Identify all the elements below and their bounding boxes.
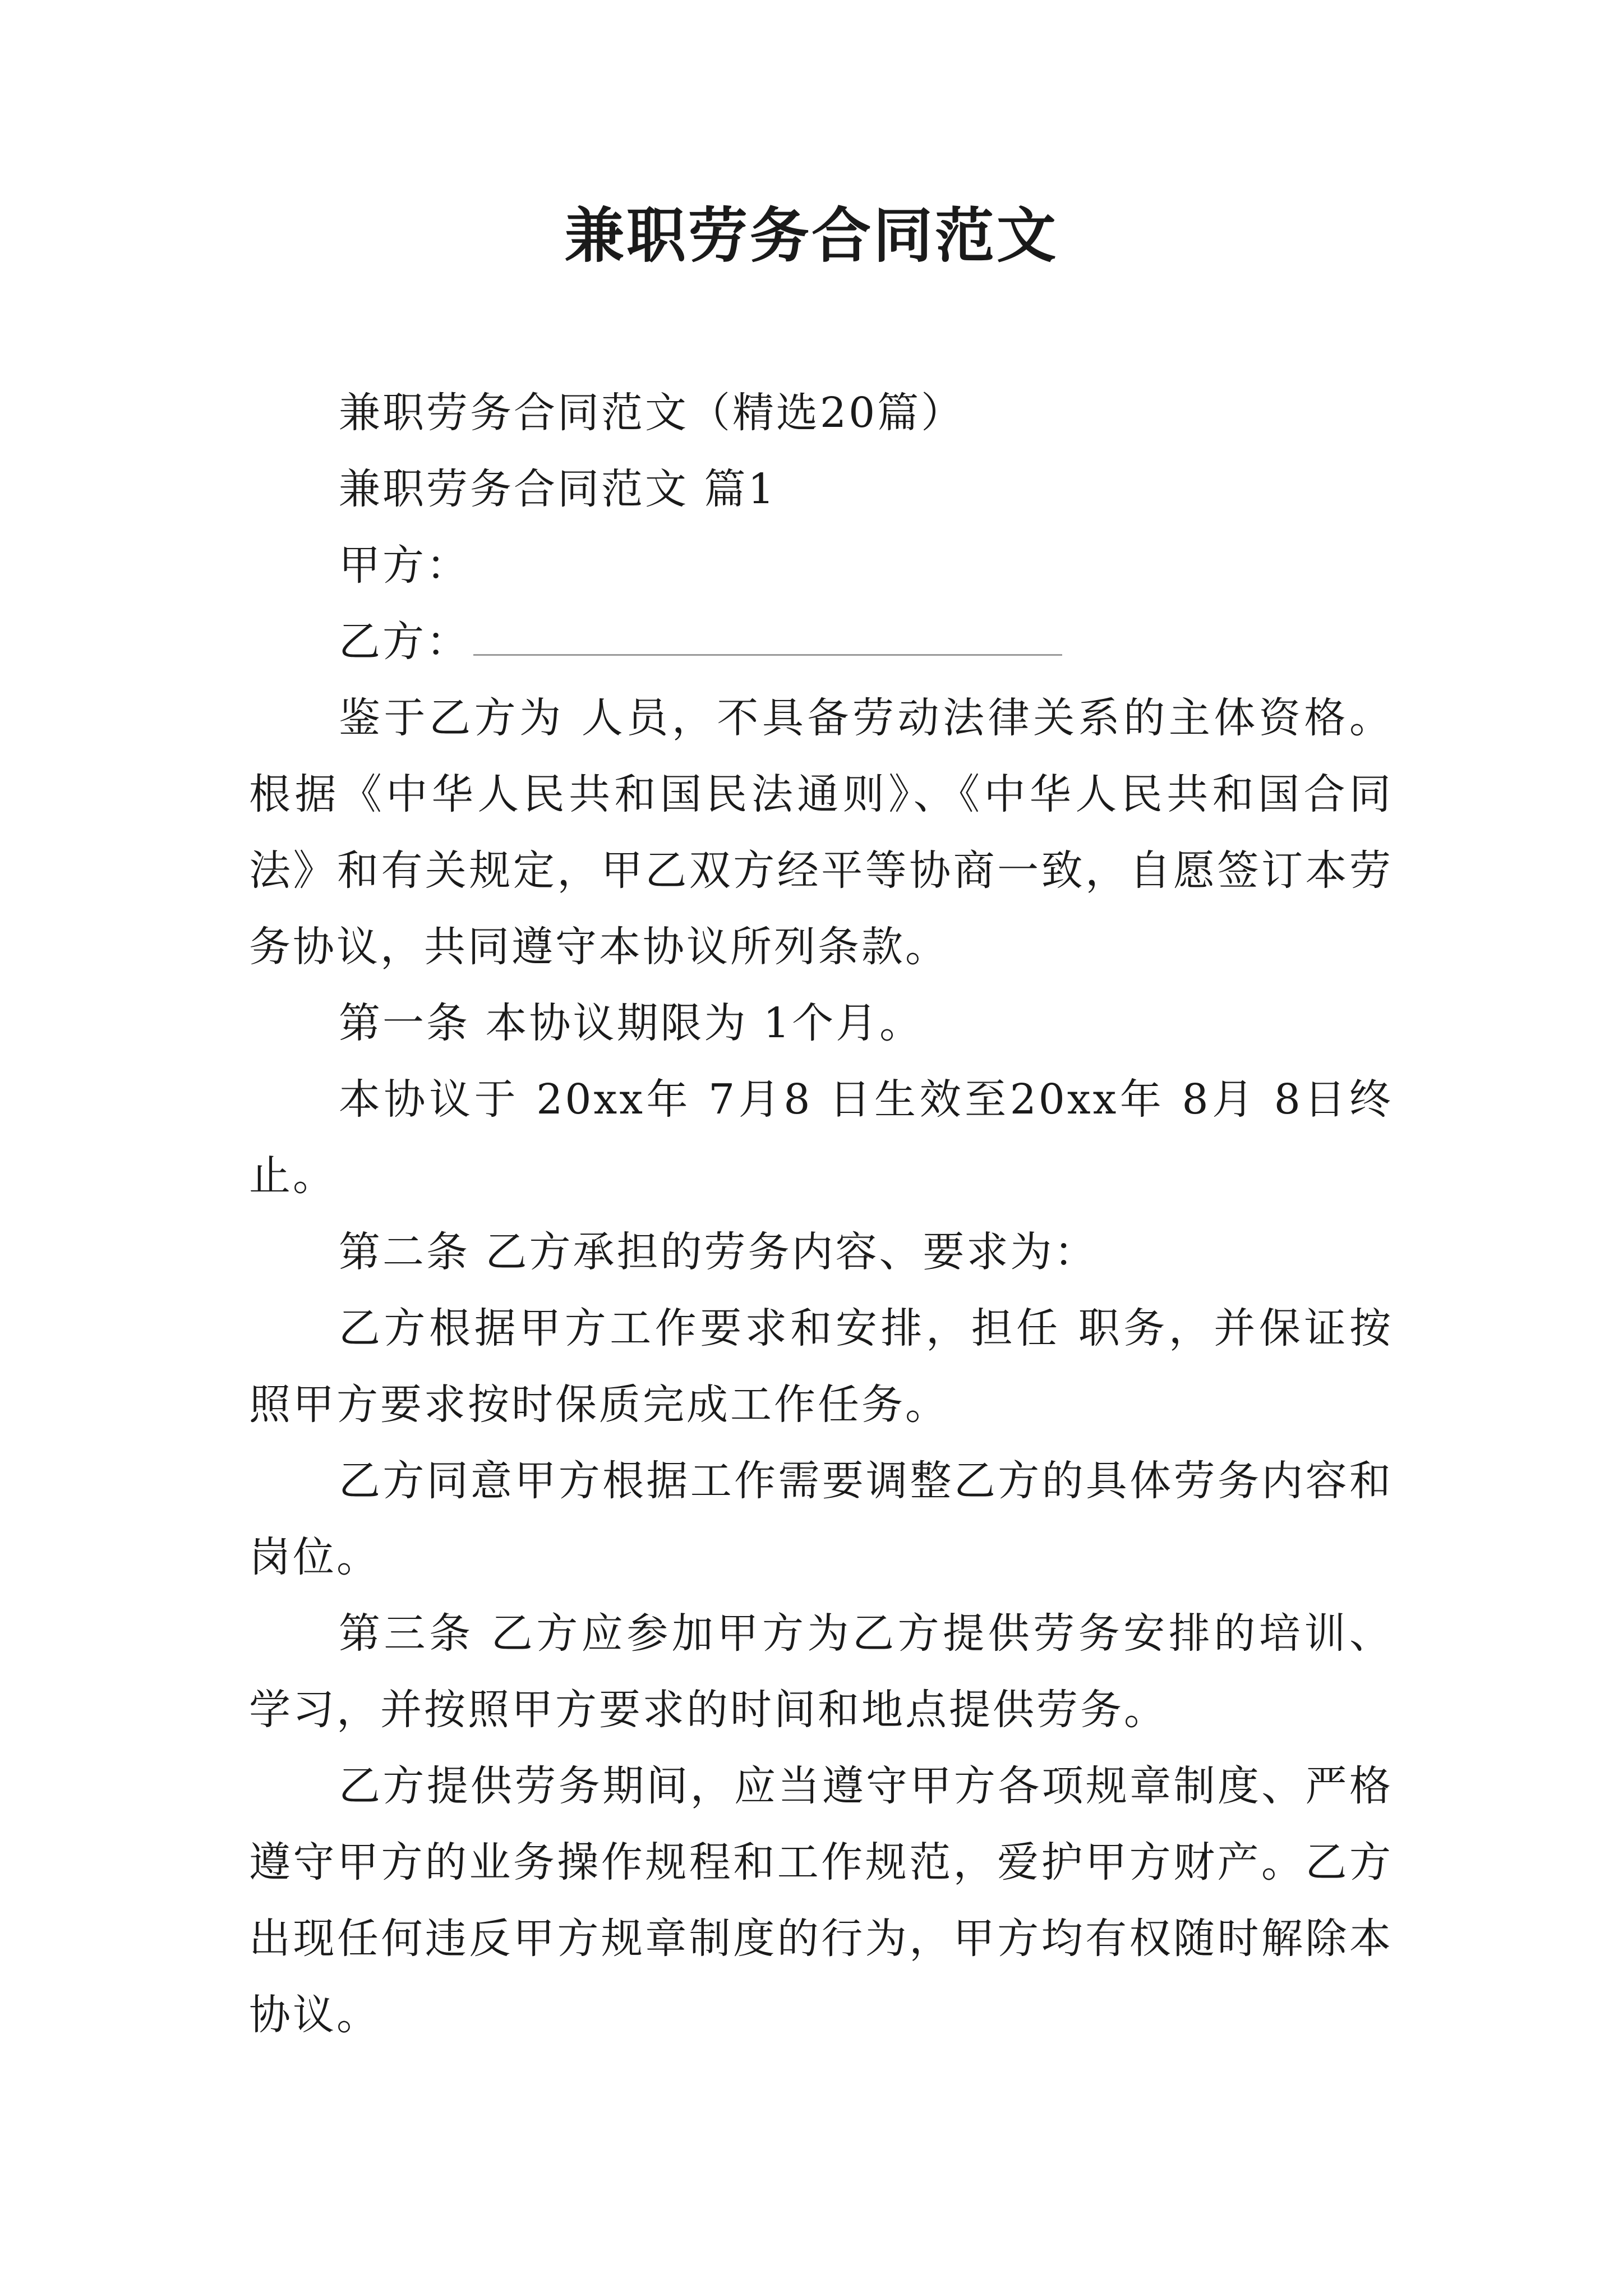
paragraph-preamble: 鉴于乙方为 人员，不具备劳动法律关系的主体资格。根据《中华人民共和国民法通则》、《中华人民共和国合同法》和有关规定，甲乙双方经平等协商一致，自愿签订本劳务协议，共同遵守本协议所列条款。 (249, 694, 1393, 971)
party-b-blank-underline (473, 614, 1062, 656)
document-title: 兼职劳务合同范文 (565, 200, 1058, 270)
party-a-label: 甲方： (339, 541, 470, 590)
document-subtitle: 兼职劳务合同范文（精选20篇） (339, 389, 965, 437)
paragraph-article-1: 第一条 本协议期限为 1个月。 (339, 999, 924, 1047)
paragraph-term-dates: 本协议于 20xx年 7月8 日生效至20xx年 8月 8日终止。 (249, 1075, 1393, 1200)
paragraph-article-2: 第二条 乙方承担的劳务内容、要求为： (339, 1228, 1098, 1276)
party-a-line (249, 527, 1393, 604)
paragraph-adjustment: 乙方同意甲方根据工作需要调整乙方的具体劳务内容和岗位。 (249, 1457, 1393, 1581)
document-body (249, 375, 1393, 2053)
paragraph-duties: 乙方根据甲方工作要求和安排，担任 职务，并保证按照甲方要求按时保质完成工作任务。 (249, 1304, 1393, 1429)
paragraph-rules: 乙方提供劳务期间，应当遵守甲方各项规章制度、严格遵守甲方的业务操作规程和工作规范，爱护甲方财产。乙方出现任何违反甲方规章制度的行为，甲方均有权随时解除本协议。 (249, 1762, 1393, 2039)
party-b-line (249, 604, 1393, 680)
paragraph-article-3: 第三条 乙方应参加甲方为乙方提供劳务安排的培训、学习，并按照甲方要求的时间和地点提供劳务。 (249, 1609, 1393, 1734)
section-heading: 兼职劳务合同范文 篇1 (339, 465, 777, 513)
party-b-label: 乙方： (339, 618, 470, 666)
